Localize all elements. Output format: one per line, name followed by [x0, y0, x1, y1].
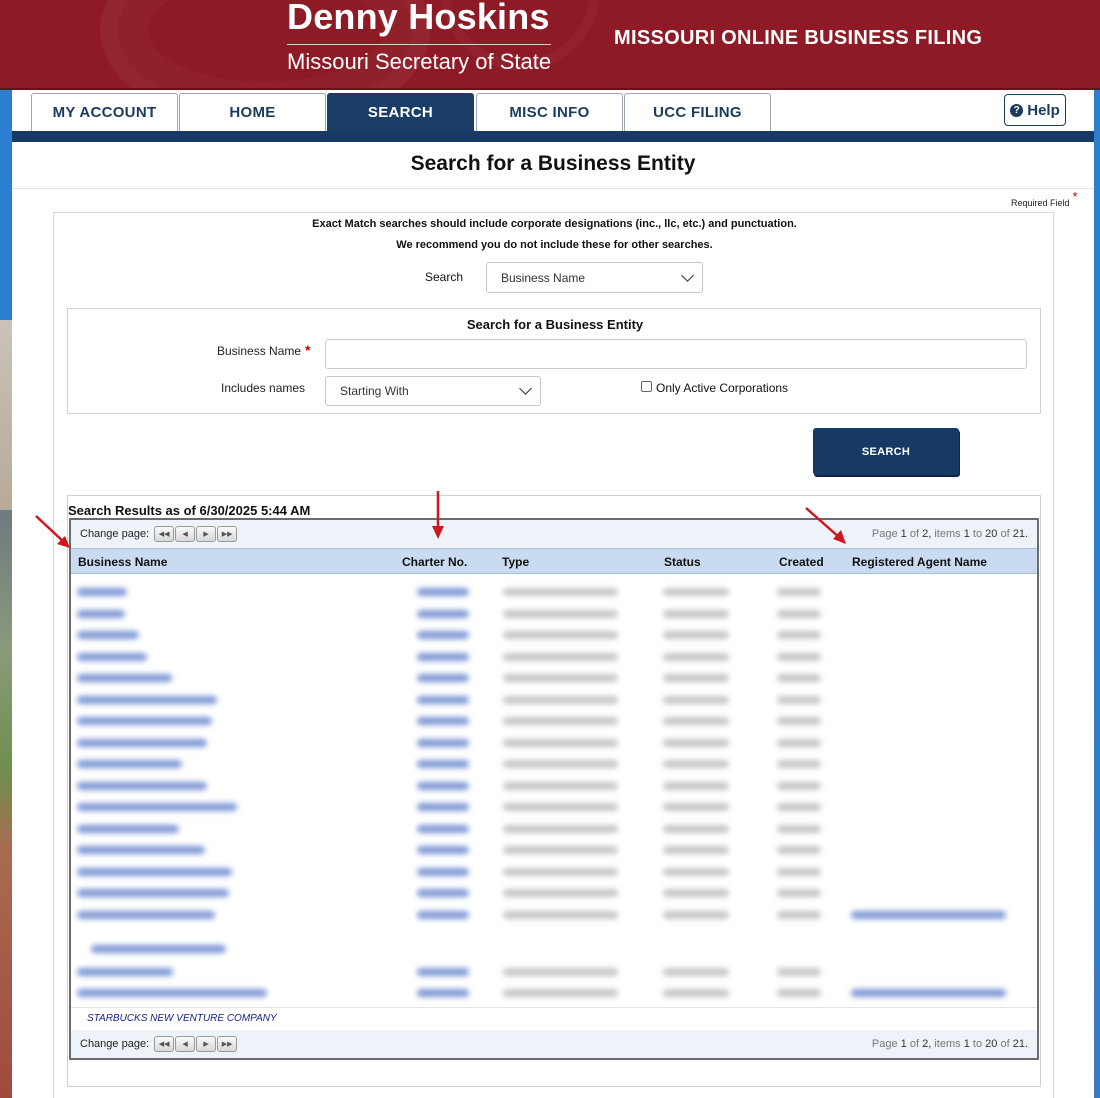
blurred-cell: [417, 653, 469, 661]
col-type[interactable]: Type: [502, 555, 530, 569]
blurred-row: [71, 646, 1037, 667]
blurred-cell: [417, 717, 469, 725]
blurred-row: [71, 710, 1037, 731]
blurred-cell: [503, 717, 618, 725]
criteria-title: Search for a Business Entity: [466, 317, 644, 332]
blurred-cell: [777, 674, 821, 682]
blurred-cell: [777, 846, 821, 854]
tab-my-account[interactable]: MY ACCOUNT: [31, 93, 178, 131]
blurred-cell: [663, 846, 729, 854]
blurred-row: [71, 818, 1037, 839]
site-header: [0, 0, 1100, 90]
includes-names-select[interactable]: [325, 376, 541, 406]
blurred-cell: [77, 653, 147, 661]
background-photo-right: [1094, 90, 1100, 1098]
last-page-button[interactable]: [217, 1036, 237, 1052]
col-created[interactable]: Created: [779, 555, 824, 569]
blurred-cell: [777, 803, 821, 811]
help-button[interactable]: [1004, 94, 1066, 126]
pager-info: Page 1 of 2, items 1 to 20 of 21.: [871, 528, 1028, 540]
blurred-cell: [503, 588, 618, 596]
blurred-cell: [77, 989, 267, 997]
col-status[interactable]: Status: [664, 555, 701, 569]
blurred-cell: [417, 803, 469, 811]
question-circle-icon: ?: [1010, 104, 1023, 117]
blurred-cell: [77, 846, 205, 854]
blurred-cell: [663, 674, 729, 682]
title-divider: [12, 188, 1094, 189]
prev-page-button[interactable]: [175, 1036, 195, 1052]
blurred-cell: [417, 911, 469, 919]
search-form: [53, 212, 1054, 1098]
change-page-label: Change page:: [80, 528, 150, 540]
last-page-icon: ▶▶: [221, 1041, 233, 1048]
blurred-cell: [77, 889, 229, 897]
blurred-cell: [663, 588, 729, 596]
blurred-cell: [503, 846, 618, 854]
blurred-cell: [663, 760, 729, 768]
blurred-cell: [663, 825, 729, 833]
blurred-cell: [417, 631, 469, 639]
blurred-cell: [777, 696, 821, 704]
tab-ucc-filing[interactable]: UCC FILING: [624, 93, 771, 131]
chevron-down-icon: [681, 269, 694, 282]
blurred-cell: [77, 674, 172, 682]
blurred-cell: [663, 739, 729, 747]
blurred-cell: [503, 889, 618, 897]
blurred-cell: [77, 825, 179, 833]
results-heading: Search Results as of 6/30/2025 5:44 AM: [68, 503, 311, 518]
blurred-cell: [503, 760, 618, 768]
blurred-cell: [503, 739, 618, 747]
business-name-input[interactable]: [325, 339, 1027, 369]
chevron-down-icon: [519, 382, 532, 395]
next-page-icon: ▶: [203, 531, 209, 538]
blurred-cell: [777, 610, 821, 618]
nav-bar-underline: [12, 131, 1094, 142]
blurred-row: [71, 961, 1037, 982]
only-active-checkbox[interactable]: [641, 381, 652, 392]
blurred-cell: [417, 846, 469, 854]
blurred-row: [71, 982, 1037, 1003]
background-photo-left: [0, 90, 12, 1098]
blurred-cell: [777, 631, 821, 639]
last-page-button[interactable]: [217, 526, 237, 542]
blurred-cell: [77, 868, 232, 876]
required-field-text: Required Field: [1011, 198, 1070, 208]
blurred-cell: [77, 782, 207, 790]
blurred-cell: [663, 653, 729, 661]
blurred-cell: [417, 968, 469, 976]
blurred-cell: [503, 825, 618, 833]
blurred-cell: [417, 868, 469, 876]
next-page-button[interactable]: [196, 526, 216, 542]
search-type-label: Search: [425, 270, 464, 284]
blurred-row: [71, 861, 1037, 882]
blurred-results-rows: [71, 575, 1037, 1005]
first-page-icon: ◀◀: [158, 1041, 170, 1048]
blurred-cell: [77, 610, 125, 618]
blurred-cell: [417, 588, 469, 596]
tab-search[interactable]: SEARCH: [327, 93, 474, 131]
blurred-cell: [417, 782, 469, 790]
blurred-row: [71, 839, 1037, 860]
blurred-cell: [503, 610, 618, 618]
exact-match-note: Exact Match searches should include corporate designations (inc., llc, etc.) and punctuation.: [312, 218, 797, 230]
business-name-label: [217, 342, 311, 358]
blurred-cell: [777, 653, 821, 661]
blurred-cell: [777, 760, 821, 768]
col-business-name[interactable]: Business Name: [78, 555, 168, 569]
blurred-cell: [417, 889, 469, 897]
search-results-section: [67, 495, 1041, 1087]
col-charter-no[interactable]: Charter No.: [402, 555, 468, 569]
pager-info: Page 1 of 2, items 1 to 20 of 21.: [871, 1038, 1028, 1050]
blurred-cell: [663, 610, 729, 618]
blurred-cell: [663, 911, 729, 919]
official-name: Denny Hoskins: [287, 0, 550, 37]
first-page-button[interactable]: [154, 526, 174, 542]
blurred-cell: [503, 803, 618, 811]
table-row[interactable]: [71, 1007, 1037, 1029]
blurred-cell: [663, 717, 729, 725]
col-registered-agent[interactable]: Registered Agent Name: [852, 555, 987, 569]
blurred-cell: [503, 696, 618, 704]
blurred-cell: [77, 911, 215, 919]
blurred-cell: [77, 717, 212, 725]
required-field-note: [1011, 189, 1078, 209]
blurred-cell: [777, 889, 821, 897]
blurred-row: [71, 667, 1037, 688]
blurred-row: [71, 732, 1037, 753]
blurred-cell: [777, 588, 821, 596]
blurred-cell: [777, 717, 821, 725]
nav-tabs: [12, 90, 1094, 142]
blurred-cell: [663, 696, 729, 704]
pager-buttons: [154, 526, 238, 542]
blurred-cell: [663, 782, 729, 790]
blurred-cell: [663, 803, 729, 811]
tab-home[interactable]: HOME: [179, 93, 326, 131]
required-star-icon: *: [305, 342, 311, 358]
blurred-cell: [77, 739, 207, 747]
tab-misc-info[interactable]: MISC INFO: [476, 93, 623, 131]
pager-top: [71, 520, 1037, 548]
pager-bottom: [71, 1030, 1037, 1058]
help-label: Help: [1027, 101, 1060, 119]
blurred-cell: [777, 968, 821, 976]
blurred-cell: [417, 610, 469, 618]
page-title: Search for a Business Entity: [410, 152, 696, 175]
blurred-cell: [77, 968, 173, 976]
blurred-cell: [91, 945, 226, 953]
blurred-cell: [77, 631, 139, 639]
prev-page-button[interactable]: [175, 526, 195, 542]
blurred-cell: [663, 968, 729, 976]
blurred-row: [71, 904, 1037, 925]
blurred-row: [71, 796, 1037, 817]
recommendation-note: We recommend you do not include these for other searches.: [396, 239, 713, 251]
blurred-cell: [777, 825, 821, 833]
blurred-cell: [503, 968, 618, 976]
blurred-cell: [417, 760, 469, 768]
annotation-arrow-business-name: [30, 510, 76, 554]
blurred-cell: [851, 989, 1006, 997]
blurred-cell: [417, 989, 469, 997]
change-page-label: Change page:: [80, 1038, 150, 1050]
first-page-icon: ◀◀: [158, 531, 170, 538]
brand-divider: [287, 44, 551, 45]
last-page-icon: ▶▶: [221, 531, 233, 538]
only-active-label[interactable]: Only Active Corporations: [656, 381, 789, 395]
blurred-cell: [777, 868, 821, 876]
business-name-label-text: Business Name: [217, 344, 302, 358]
next-page-icon: ▶: [203, 1041, 209, 1048]
first-page-button[interactable]: [154, 1036, 174, 1052]
blurred-row: [71, 689, 1037, 710]
blurred-cell: [77, 760, 182, 768]
annotation-arrow-registered-agent: [800, 502, 852, 550]
blurred-cell: [503, 653, 618, 661]
next-page-button[interactable]: [196, 1036, 216, 1052]
blurred-cell: [777, 782, 821, 790]
blurred-cell: [417, 825, 469, 833]
pager-buttons: [154, 1036, 238, 1052]
office-name: Missouri Secretary of State: [287, 49, 552, 74]
blurred-row: [71, 753, 1037, 774]
blurred-cell: [503, 674, 618, 682]
blurred-row: [71, 624, 1037, 645]
blurred-cell: [503, 989, 618, 997]
blurred-cell: [417, 674, 469, 682]
search-type-value: Business Name: [501, 270, 586, 285]
blurred-cell: [417, 696, 469, 704]
blurred-cell: [503, 911, 618, 919]
required-star-icon: *: [1072, 189, 1078, 204]
blurred-cell: [663, 868, 729, 876]
blurred-row: [71, 938, 1037, 959]
results-grid: [69, 518, 1039, 1060]
prev-page-icon: ◀: [182, 1041, 188, 1048]
blurred-cell: [77, 588, 127, 596]
includes-names-value: Starting With: [340, 384, 409, 398]
blurred-cell: [777, 739, 821, 747]
search-button[interactable]: SEARCH: [813, 428, 959, 475]
blurred-cell: [663, 631, 729, 639]
blurred-cell: [777, 911, 821, 919]
main-panel: [12, 90, 1094, 1098]
blurred-cell: [77, 803, 237, 811]
blurred-cell: [663, 889, 729, 897]
blurred-cell: [417, 739, 469, 747]
results-column-headers: [71, 548, 1037, 574]
blurred-row: [71, 775, 1037, 796]
blurred-row: [71, 581, 1037, 602]
blurred-cell: [777, 989, 821, 997]
blurred-cell: [77, 696, 217, 704]
blurred-cell: [503, 868, 618, 876]
blurred-cell: [663, 989, 729, 997]
business-name-link[interactable]: STARBUCKS NEW VENTURE COMPANY: [87, 1013, 277, 1024]
prev-page-icon: ◀: [182, 531, 188, 538]
blurred-cell: [503, 782, 618, 790]
includes-names-label: Includes names: [221, 381, 306, 395]
blurred-row: [71, 603, 1037, 624]
blurred-cell: [503, 631, 618, 639]
search-type-select[interactable]: [486, 262, 703, 293]
site-title: MISSOURI ONLINE BUSINESS FILING: [614, 27, 983, 49]
business-entity-criteria: [67, 308, 1041, 414]
blurred-cell: [851, 911, 1006, 919]
annotation-arrow-charter-no: [428, 488, 448, 542]
blurred-row: [71, 882, 1037, 903]
